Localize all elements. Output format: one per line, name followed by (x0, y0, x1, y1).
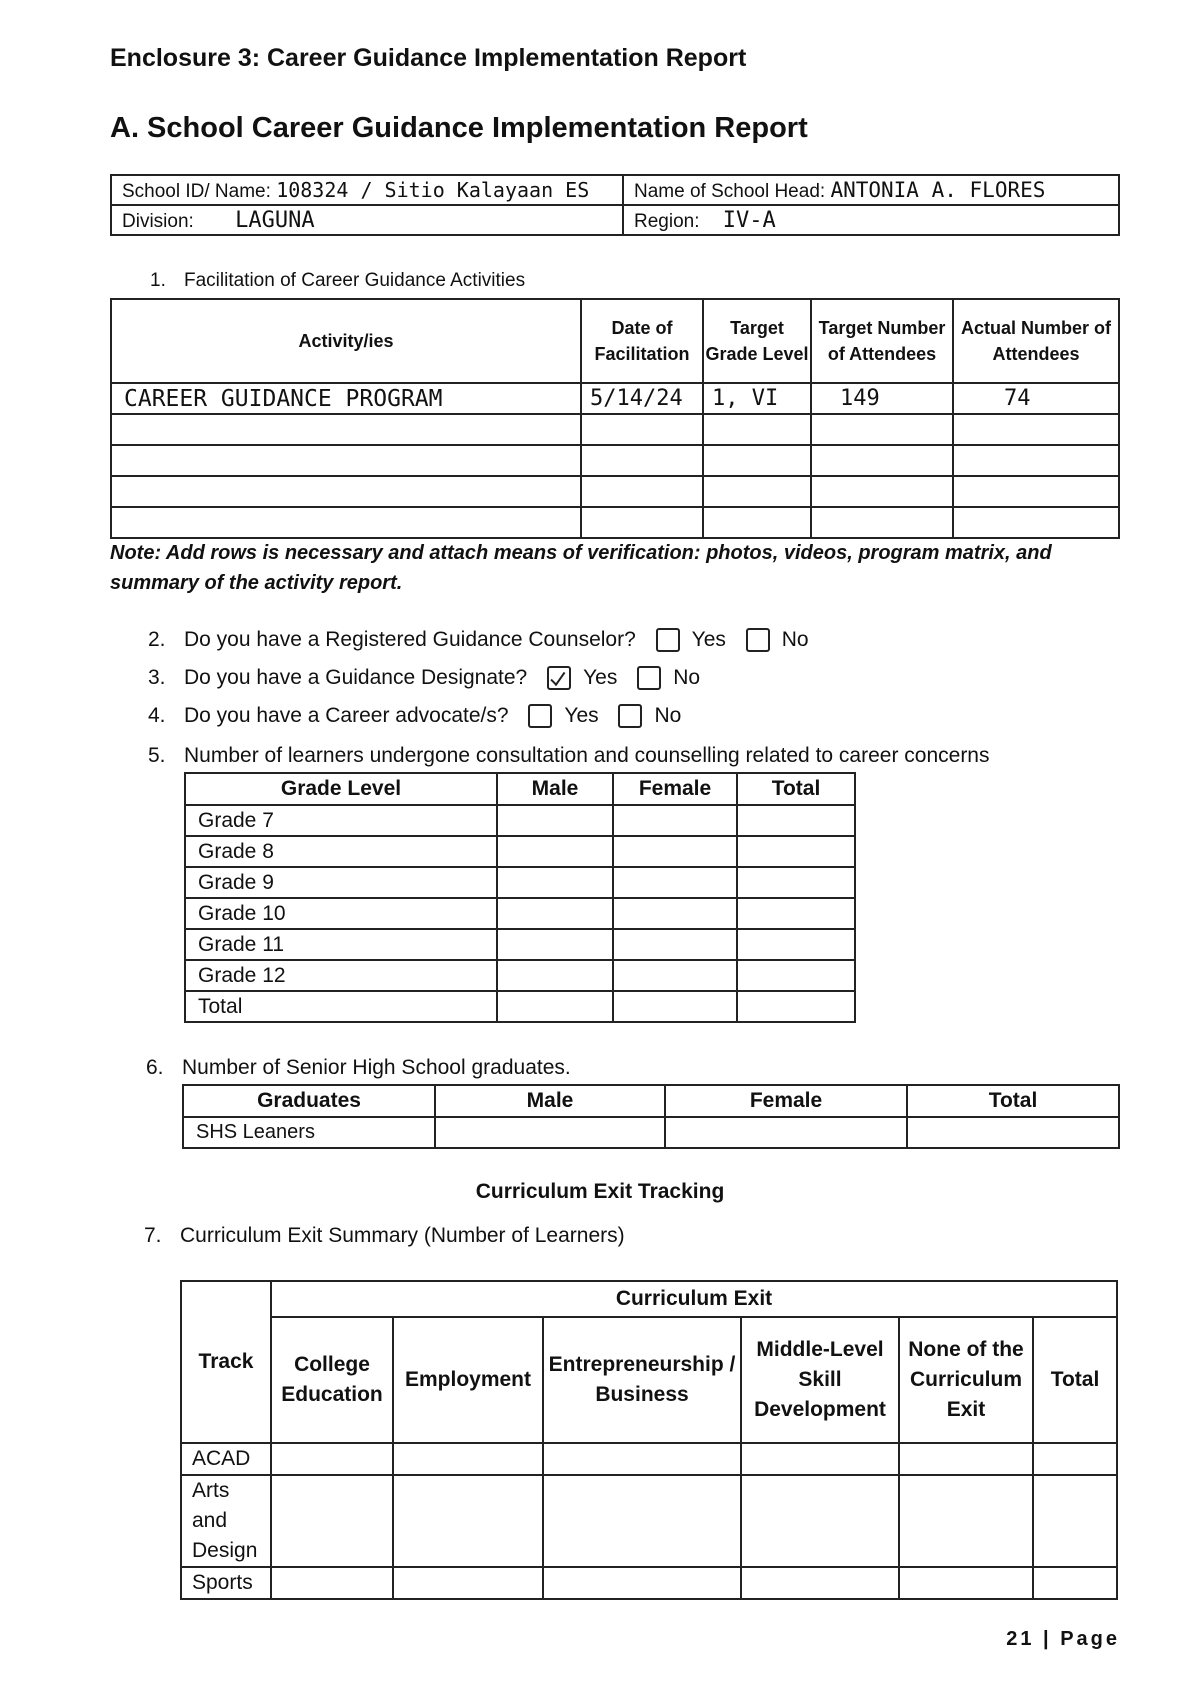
table-row: Grade 11 (185, 929, 855, 960)
grade-level-header: Grade Level (185, 773, 497, 805)
table-row (111, 414, 1119, 445)
question-registered-counselor: 2. Do you have a Registered Guidance Counselor? Yes No (148, 628, 809, 651)
item-6-heading: 6. Number of Senior High School graduates. (146, 1056, 571, 1079)
male-header: Male (435, 1085, 665, 1117)
target-attendees-header: Target Number of Attendees (811, 299, 953, 383)
advocate-no-checkbox[interactable] (618, 704, 642, 728)
table-row: Grade 10 (185, 898, 855, 929)
male-header: Male (497, 773, 613, 805)
school-head-cell (623, 175, 1119, 205)
graduates-table (182, 1084, 1120, 1149)
table-row (111, 476, 1119, 507)
table-row: Grade 12 (185, 960, 855, 991)
table-row: Arts and Design (181, 1475, 1117, 1567)
item-1-number: 1. (150, 270, 166, 291)
division-value: LAGUNA (235, 207, 315, 233)
none-exit-header: None of the Curriculum Exit (899, 1317, 1033, 1443)
school-info-table (110, 174, 1120, 236)
curriculum-exit-table (180, 1280, 1118, 1600)
question-guidance-designate: 3. Do you have a Guidance Designate? Yes No (148, 666, 701, 689)
table-row (111, 383, 1119, 414)
table-row: Total (185, 991, 855, 1022)
graduates-header: Graduates (183, 1085, 435, 1117)
actual-cell: 74 (953, 383, 1119, 414)
curriculum-tracking-title: Curriculum Exit Tracking (475, 1180, 725, 1203)
activities-table (110, 298, 1120, 539)
designate-yes-checkbox[interactable] (547, 666, 571, 690)
table-row (111, 445, 1119, 476)
table-row: Grade 8 (185, 836, 855, 867)
table-row: SHS Leaners (183, 1117, 1119, 1148)
female-header: Female (665, 1085, 907, 1117)
employment-header: Employment (393, 1317, 543, 1443)
entrepreneurship-header: Entrepreneurship / Business (543, 1317, 741, 1443)
question-career-advocate: 4. Do you have a Career advocate/s? Yes No (148, 704, 682, 727)
track-header: Track (181, 1281, 271, 1443)
designate-no-checkbox[interactable] (637, 666, 661, 690)
region-value: IV-A (722, 207, 776, 233)
page-number: 21 | Page (1006, 1628, 1120, 1650)
table-row: Grade 9 (185, 867, 855, 898)
grade-cell: 1, VI (703, 383, 811, 414)
school-id-value: 108324 / Sitio Kalayaan ES (276, 177, 590, 202)
region-label: Region: (634, 210, 700, 232)
verification-note: Note: Add rows is necessary and attach means of verification: photos, videos, program matrix, and summary of the activity report. (110, 542, 1052, 594)
date-header: Date of Facilitation (581, 299, 703, 383)
school-id-cell (111, 175, 623, 205)
table-row: Sports (181, 1567, 1117, 1599)
target-cell: 149 (811, 383, 953, 414)
date-cell: 5/14/24 (581, 383, 703, 414)
activity-header: Activity/ies (111, 299, 581, 383)
item-1-heading (150, 270, 525, 292)
enclosure-title: Enclosure 3: Career Guidance Implementation Report (110, 44, 747, 72)
school-head-value: ANTONIA A. FLORES (830, 177, 1046, 202)
region-cell (623, 205, 1119, 235)
college-education-header: College Education (271, 1317, 393, 1443)
total-header: Total (737, 773, 855, 805)
item-5-heading: 5. Number of learners undergone consultation and counselling related to career concerns (148, 744, 990, 767)
table-row: Grade 7 (185, 805, 855, 836)
total-header: Total (907, 1085, 1119, 1117)
division-cell (111, 205, 623, 235)
female-header: Female (613, 773, 737, 805)
curriculum-exit-group-header: Curriculum Exit (271, 1281, 1117, 1317)
item-7-heading: 7. Curriculum Exit Summary (Number of Learners) (144, 1224, 625, 1247)
school-head-label: Name of School Head: (634, 180, 826, 202)
division-label: Division: (122, 210, 194, 232)
total-header: Total (1033, 1317, 1117, 1443)
section-title: A. School Career Guidance Implementation Report (110, 112, 808, 144)
middle-level-skill-header: Middle-Level Skill Development (741, 1317, 899, 1443)
school-id-label: School ID/ Name: (122, 180, 271, 202)
advocate-yes-checkbox[interactable] (528, 704, 552, 728)
item-1-label: Facilitation of Career Guidance Activities (184, 270, 526, 291)
grade-level-header: Target Grade Level (703, 299, 811, 383)
activity-cell: CAREER GUIDANCE PROGRAM (111, 383, 581, 414)
counselor-no-checkbox[interactable] (746, 628, 770, 652)
actual-attendees-header: Actual Number of Attendees (953, 299, 1119, 383)
counselling-table (184, 772, 856, 1023)
counselor-yes-checkbox[interactable] (656, 628, 680, 652)
table-row (111, 507, 1119, 538)
table-row: ACAD (181, 1443, 1117, 1475)
